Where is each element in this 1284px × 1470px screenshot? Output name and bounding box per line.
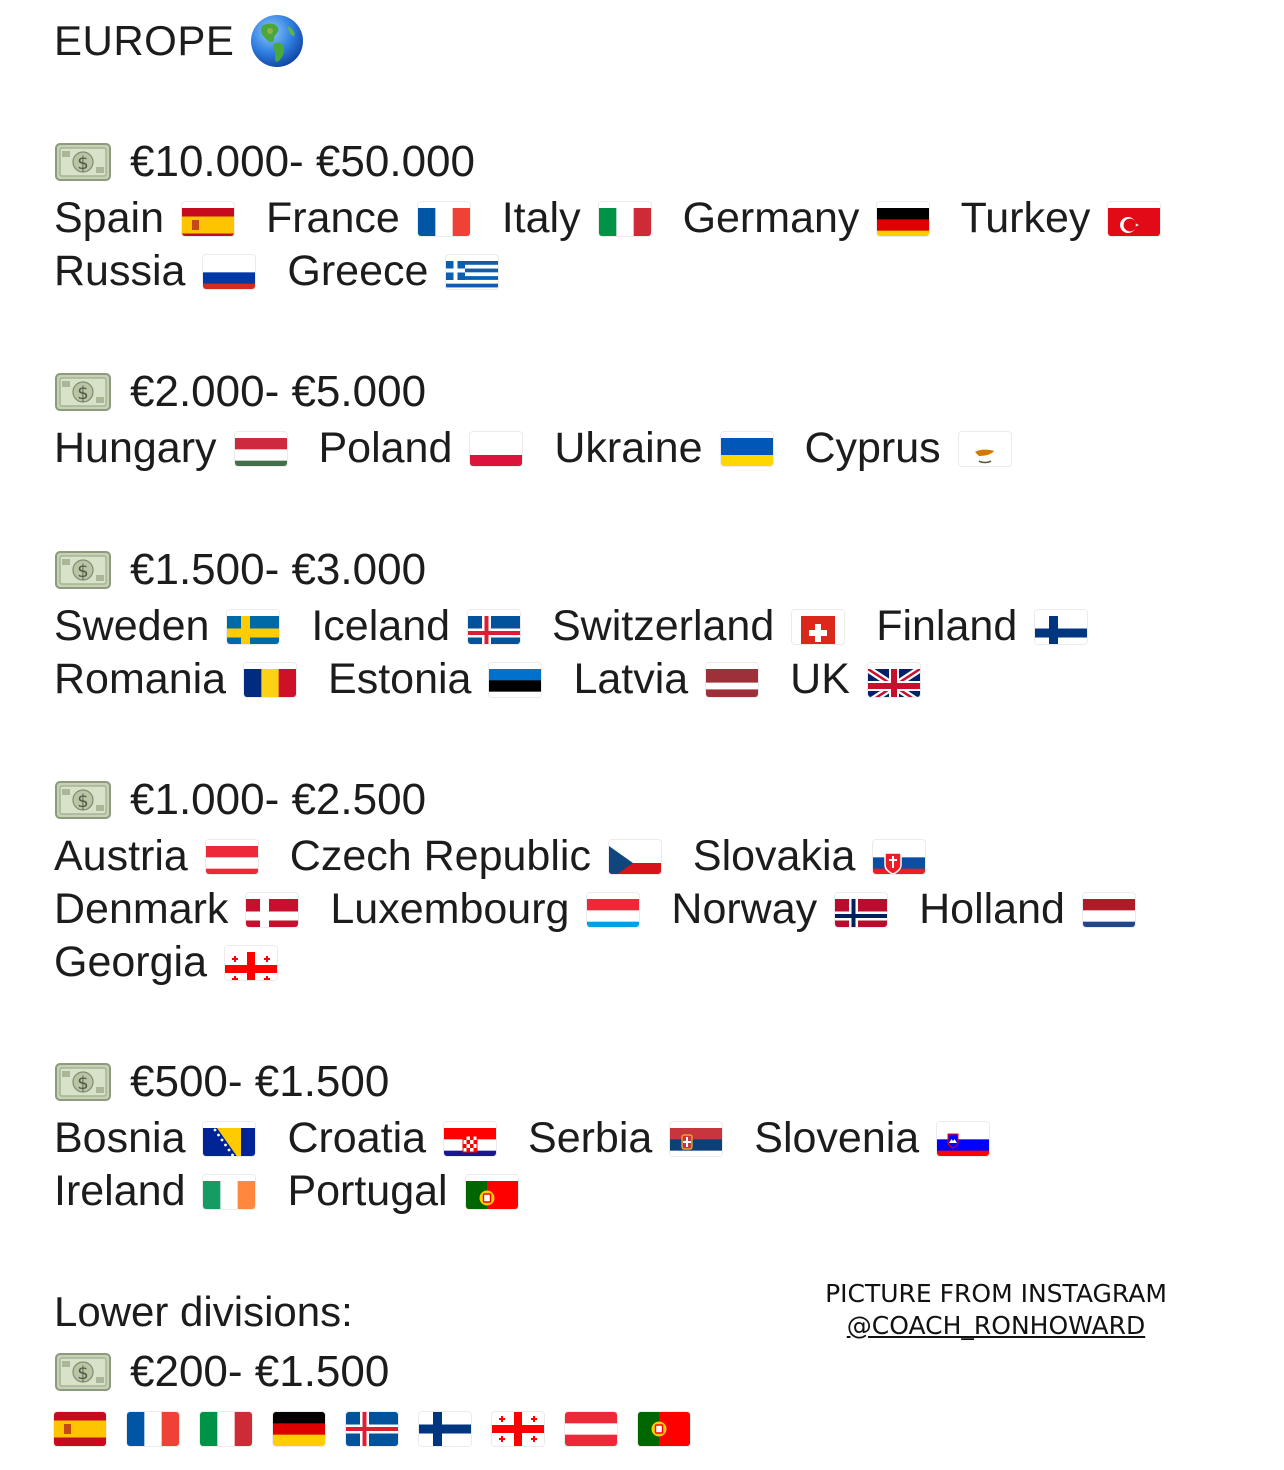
salary-tier [54, 362, 1204, 475]
money-banknote-icon [54, 1352, 112, 1392]
country-item [54, 1114, 255, 1162]
country-item [754, 1114, 989, 1162]
flag-it-icon [599, 202, 651, 236]
salary-range [54, 540, 1204, 600]
country-name: Ukraine [554, 424, 703, 472]
flag-es-icon [182, 202, 234, 236]
country-item [502, 194, 651, 242]
flag-es-icon [54, 1412, 106, 1446]
flag-si-icon [937, 1122, 989, 1156]
country-list [54, 192, 1204, 298]
flag-fi-icon [1035, 610, 1087, 644]
country-name: Spain [54, 194, 164, 242]
salary-range-text: €1.000- €2.500 [130, 775, 427, 824]
salary-tier [54, 540, 1204, 706]
money-banknote-icon [54, 550, 112, 590]
salary-tier [54, 770, 1204, 989]
country-item [54, 938, 277, 986]
flag-ro-icon [244, 663, 296, 697]
flag-de-icon [273, 1412, 325, 1446]
flag-nl-icon [1083, 893, 1135, 927]
flag-gr-icon [446, 255, 498, 289]
salary-tier [54, 1052, 1204, 1218]
country-item [287, 247, 498, 295]
country-item [919, 885, 1135, 933]
country-item [54, 832, 258, 880]
country-item [54, 885, 298, 933]
country-name: Switzerland [551, 602, 775, 650]
country-item [876, 602, 1087, 650]
flag-it-icon [200, 1412, 252, 1446]
country-name: Ireland [54, 1167, 186, 1215]
country-name: Iceland [311, 602, 451, 650]
lower-divisions-label: Lower divisions: [54, 1288, 353, 1335]
flag-ge-icon [492, 1412, 544, 1446]
flag-hr-icon [444, 1122, 496, 1156]
flag-cy-icon [959, 432, 1011, 466]
flag-ee-icon [489, 663, 541, 697]
country-name: Slovenia [754, 1114, 920, 1162]
country-name: Hungary [54, 424, 217, 472]
country-name: Russia [54, 247, 186, 295]
salary-range-text: €500- €1.500 [130, 1057, 390, 1106]
flag-no-icon [835, 893, 887, 927]
country-item [54, 194, 234, 242]
globe-icon [250, 14, 304, 68]
country-list [54, 830, 1204, 989]
country-name: Poland [318, 424, 453, 472]
country-name: Denmark [54, 885, 229, 933]
country-item [54, 424, 287, 472]
country-item [54, 247, 255, 295]
country-name: Germany [682, 194, 860, 242]
money-banknote-icon [54, 780, 112, 820]
flag-ua-icon [721, 432, 773, 466]
credit [800, 1278, 1192, 1342]
salary-range [54, 1342, 1204, 1402]
country-name: Croatia [287, 1114, 427, 1162]
country-name: Cyprus [804, 424, 941, 472]
svg-text:$: $ [77, 1363, 89, 1384]
flag-rs-icon [670, 1122, 722, 1156]
flag-cz-icon [609, 840, 661, 874]
country-item [573, 655, 758, 703]
country-name: UK [790, 655, 850, 703]
country-name: Turkey [960, 194, 1091, 242]
credit-source: PICTURE FROM INSTAGRAM [825, 1279, 1167, 1308]
country-list [54, 422, 1204, 475]
country-name: France [265, 194, 400, 242]
flag-sk-icon [873, 840, 925, 874]
country-item [318, 424, 522, 472]
country-item [290, 832, 661, 880]
country-name: Slovakia [692, 832, 856, 880]
flag-ie-icon [203, 1175, 255, 1209]
country-name: Serbia [528, 1114, 653, 1162]
country-name: Sweden [54, 602, 210, 650]
country-item [330, 885, 639, 933]
country-name: Czech Republic [289, 832, 591, 880]
svg-text:$: $ [77, 561, 89, 582]
flag-de-icon [877, 202, 929, 236]
country-list [54, 600, 1204, 706]
country-name: Portugal [287, 1167, 448, 1215]
salary-range [54, 770, 1204, 830]
salary-range-text: €1.500- €3.000 [130, 545, 427, 594]
flag-gb-icon [868, 663, 920, 697]
flag-ch-icon [792, 610, 844, 644]
money-banknote-icon [54, 142, 112, 182]
flag-fr-icon [418, 202, 470, 236]
svg-text:$: $ [77, 153, 89, 174]
country-name: Romania [54, 655, 227, 703]
page-title [54, 14, 304, 68]
flag-se-icon [227, 610, 279, 644]
svg-text:$: $ [77, 1073, 89, 1094]
flag-dk-icon [246, 893, 298, 927]
flag-lv-icon [706, 663, 758, 697]
flag-pl-icon [470, 432, 522, 466]
flag-tr-icon [1108, 202, 1160, 236]
country-item [54, 602, 279, 650]
country-item [683, 194, 930, 242]
country-item [554, 424, 772, 472]
country-name: Estonia [328, 655, 472, 703]
country-list [54, 1112, 1204, 1218]
country-item [693, 832, 926, 880]
country-name: Finland [876, 602, 1018, 650]
salary-range-text: €2.000- €5.000 [130, 367, 427, 416]
salary-range [54, 132, 1204, 192]
flag-ru-icon [203, 255, 255, 289]
flag-lu-icon [587, 893, 639, 927]
credit-handle[interactable]: @COACH_RONHOWARD [846, 1311, 1146, 1340]
country-name: Bosnia [54, 1114, 186, 1162]
flag-ba-icon [203, 1122, 255, 1156]
flag-at-icon [206, 840, 258, 874]
flag-ge-icon [225, 946, 277, 980]
country-item [961, 194, 1161, 242]
country-name: Austria [54, 832, 188, 880]
svg-text:$: $ [77, 791, 89, 812]
country-name: Luxembourg [330, 885, 570, 933]
country-item [528, 1114, 722, 1162]
flag-is-icon [468, 610, 520, 644]
country-name: Holland [919, 885, 1065, 933]
country-name: Greece [287, 247, 429, 295]
svg-text:$: $ [77, 383, 89, 404]
country-item [552, 602, 844, 650]
country-item [266, 194, 470, 242]
country-item [804, 424, 1010, 472]
country-name: Georgia [54, 938, 207, 986]
country-item [311, 602, 520, 650]
money-banknote-icon [54, 1062, 112, 1102]
country-name: Latvia [573, 655, 689, 703]
country-item [287, 1114, 496, 1162]
country-item [54, 655, 296, 703]
salary-range [54, 1052, 1204, 1112]
title-text: EUROPE [54, 17, 235, 64]
flag-pt-icon [466, 1175, 518, 1209]
salary-range-text: €10.000- €50.000 [130, 137, 475, 186]
flag-fr-icon [127, 1412, 179, 1446]
country-item [671, 885, 887, 933]
flag-at-icon [565, 1412, 617, 1446]
money-banknote-icon [54, 372, 112, 412]
salary-range-text: €200- €1.500 [130, 1347, 390, 1396]
lower-divisions-flags [54, 1412, 1204, 1447]
country-item [54, 1167, 255, 1215]
country-item [790, 655, 920, 703]
country-name: Norway [671, 885, 818, 933]
country-item [328, 655, 541, 703]
flag-hu-icon [235, 432, 287, 466]
flag-fi-icon [419, 1412, 471, 1446]
country-item [287, 1167, 517, 1215]
country-name: Italy [501, 194, 581, 242]
flag-pt-icon [638, 1412, 690, 1446]
salary-range [54, 362, 1204, 422]
flag-is-icon [346, 1412, 398, 1446]
salary-tier [54, 132, 1204, 298]
